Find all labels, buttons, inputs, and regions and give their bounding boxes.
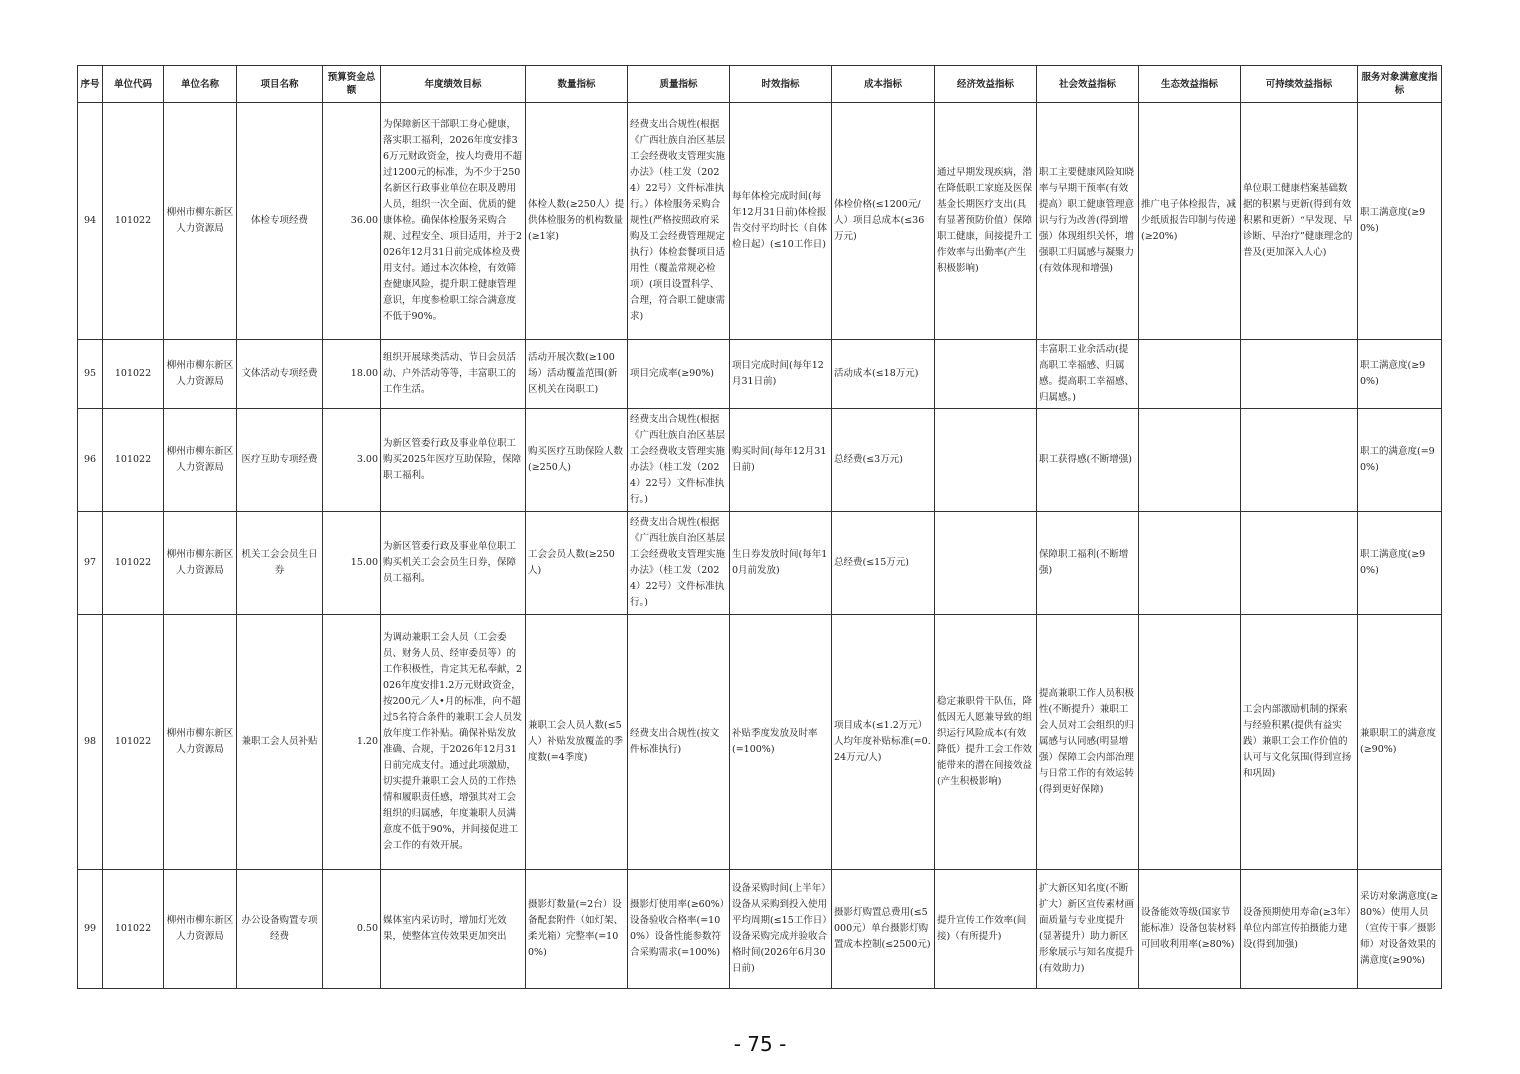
cell-sustainable [1241, 512, 1358, 615]
cell-annual-goal: 组织开展球类活动、节日会员活动、户外活动等等，丰富职工的工作生活。 [381, 340, 526, 409]
cell-social: 职工获得感(不断增强) [1037, 409, 1139, 512]
header-annual-goal: 年度绩效目标 [381, 66, 526, 103]
cell-cost: 项目成本(≤1.2万元）人均年度补贴标准(=0.24万元/人) [832, 615, 935, 870]
cell-unit-name: 柳州市柳东新区人力资源局 [164, 103, 237, 340]
cell-annual-goal: 媒体室内采访时，增加灯光效果，使整体宣传效果更加突出 [381, 870, 526, 989]
cell-quantity: 购买医疗互助保险人数(≥250人) [526, 409, 628, 512]
table-row [78, 103, 1442, 340]
cell-cost: 摄影灯购置总费用(≤5000元）单台摄影灯购置成本控制(≤2500元) [832, 870, 935, 989]
header-project-name: 项目名称 [237, 66, 323, 103]
cell-annual-goal: 为新区管委行政及事业单位职工购买2025年医疗互助保险，保障职工福利。 [381, 409, 526, 512]
cell-unit-name: 柳州市柳东新区人力资源局 [164, 870, 237, 989]
cell-seq: 97 [78, 512, 103, 615]
cell-timeliness: 补贴季度发放及时率(=100%) [730, 615, 832, 870]
cell-ecological: 推广电子体检报告，减少纸质报告印制与传递(≥20%) [1139, 103, 1241, 340]
cell-economic: 通过早期发现疾病，潜在降低职工家庭及医保基金长期医疗支出(具有显著预防价值）保障职工健康，间接提升工作效率与出勤率(产生积极影响) [935, 103, 1037, 340]
cell-sustainable: 设备预期使用寿命(≥3年）单位内部宣传拍摄能力建设(得到加强) [1241, 870, 1358, 989]
cell-budget: 3.00 [323, 409, 381, 512]
cell-annual-goal: 为新区管委行政及事业单位职工购买机关工会会员生日券，保障员工福利。 [381, 512, 526, 615]
cell-economic: 提升宣传工作效率(间接)（有所提升) [935, 870, 1037, 989]
cell-project-name: 文体活动专项经费 [237, 340, 323, 409]
header-seq: 序号 [78, 66, 103, 103]
cell-project-name: 兼职工会人员补贴 [237, 615, 323, 870]
header-unit-code: 单位代码 [103, 66, 164, 103]
cell-unit-name: 柳州市柳东新区人力资源局 [164, 615, 237, 870]
cell-social: 保障职工福利(不断增强) [1037, 512, 1139, 615]
table-row [78, 615, 1442, 870]
cell-unit-name: 柳州市柳东新区人力资源局 [164, 409, 237, 512]
cell-quality: 经费支出合规性(根据《广西壮族自治区基层工会经费收支管理实施办法》（桂工发（2024）22号）文件标准执行。) [628, 512, 730, 615]
cell-timeliness: 项目完成时间(每年12月31日前) [730, 340, 832, 409]
header-cost: 成本指标 [832, 66, 935, 103]
cell-sustainable [1241, 340, 1358, 409]
table-row [78, 409, 1442, 512]
cell-cost: 总经费(≤3万元) [832, 409, 935, 512]
cell-timeliness: 生日券发放时间(每年10月前发放) [730, 512, 832, 615]
cell-social: 丰富职工业余活动(提高职工幸福感、归属感。提高职工幸福感、归属感。) [1037, 340, 1139, 409]
cell-quality: 经费支出合规性(根据《广西壮族自治区基层工会经费收支管理实施办法》（桂工发（2024）22号）文件标准执行。) [628, 409, 730, 512]
cell-quality: 项目完成率(≥90%) [628, 340, 730, 409]
cell-satisfaction: 职工的满意度(=90%) [1358, 409, 1442, 512]
cell-timeliness: 购买时间(每年12月31日前) [730, 409, 832, 512]
cell-unit-name: 柳州市柳东新区人力资源局 [164, 340, 237, 409]
cell-budget: 18.00 [323, 340, 381, 409]
header-ecological: 生态效益指标 [1139, 66, 1241, 103]
cell-ecological [1139, 615, 1241, 870]
cell-project-name: 办公设备购置专项经费 [237, 870, 323, 989]
cell-seq: 98 [78, 615, 103, 870]
cell-satisfaction: 采访对象满意度(≥80%）使用人员（宣传干事／摄影师）对设备效果的满意度(≥90%) [1358, 870, 1442, 989]
cell-project-name: 机关工会会员生日券 [237, 512, 323, 615]
performance-table [77, 65, 1442, 989]
cell-social: 职工主要健康风险知晓率与早期干预率(有效提高）职工健康管理意识与行为改善(得到增强）体现组织关怀，增强职工归属感与凝聚力(有效体现和增强) [1037, 103, 1139, 340]
cell-unit-code: 101022 [103, 103, 164, 340]
cell-seq: 95 [78, 340, 103, 409]
cell-ecological [1139, 409, 1241, 512]
cell-quantity: 兼职工会人员人数(≤5人）补贴发放覆盖的季度数(=4季度) [526, 615, 628, 870]
cell-budget: 36.00 [323, 103, 381, 340]
cell-timeliness: 设备采购时间(上半年）设备从采购到投入使用平均周期(≤15工作日）设备采购完成并验收合格时间(2026年6月30日前) [730, 870, 832, 989]
cell-budget: 0.50 [323, 870, 381, 989]
cell-sustainable: 单位职工健康档案基础数据的积累与更新(得到有效积累和更新）“早发现、早诊断、早治疗”健康理念的普及(更加深入人心) [1241, 103, 1358, 340]
cell-budget: 1.20 [323, 615, 381, 870]
cell-quantity: 工会会员人数(≥250人) [526, 512, 628, 615]
cell-cost: 总经费(≤15万元) [832, 512, 935, 615]
cell-annual-goal: 为保障新区干部职工身心健康，落实职工福利，2026年度安排36万元财政资金，按人均费用不超过1200元的标准，为不少于250名新区行政事业单位在职及聘用人员，组织一次全面、优质的健康体检。确保体检服务采购合规、过程安全、项目适用，并于2026年12月31日前完成体检及费用支付。通过本次体检，有效筛查健康风险，提升职工健康管理意识，年度参检职工综合满意度不低于90%。 [381, 103, 526, 340]
table-header-row [78, 66, 1442, 103]
header-timeliness: 时效指标 [730, 66, 832, 103]
cell-budget: 15.00 [323, 512, 381, 615]
header-sustainable: 可持续效益指标 [1241, 66, 1358, 103]
cell-unit-code: 101022 [103, 615, 164, 870]
cell-satisfaction: 职工满意度(≥90%) [1358, 512, 1442, 615]
cell-satisfaction: 职工满意度(≥90%) [1358, 103, 1442, 340]
cell-quantity: 摄影灯数量(=2台）设备配套附件（如灯架、柔光箱）完整率(=100%) [526, 870, 628, 989]
cell-quantity: 体检人数(≥250人）提供体检服务的机构数量(≥1家) [526, 103, 628, 340]
cell-timeliness: 每年体检完成时间(每年12月31日前)体检报告交付平均时长（自体检日起）(≤10工作日) [730, 103, 832, 340]
header-quality: 质量指标 [628, 66, 730, 103]
table-row [78, 512, 1442, 615]
cell-ecological: 设备能效等级(国家节能标准）设备包装材料可回收利用率(≥80%) [1139, 870, 1241, 989]
cell-quantity: 活动开展次数(≥100场）活动覆盖范围(新区机关在岗职工) [526, 340, 628, 409]
cell-economic [935, 512, 1037, 615]
table-row [78, 340, 1442, 409]
cell-social: 提高兼职工作人员积极性(不断提升）兼职工会人员对工会组织的归属感与认同感(明显增强）保障工会内部治理与日常工作的有效运转(得到更好保障) [1037, 615, 1139, 870]
cell-seq: 99 [78, 870, 103, 989]
cell-seq: 96 [78, 409, 103, 512]
header-unit-name: 单位名称 [164, 66, 237, 103]
header-quantity: 数量指标 [526, 66, 628, 103]
cell-annual-goal: 为调动兼职工会人员（工会委员、财务人员、经审委员等）的工作积极性，肯定其无私奉献，2026年度安排1.2万元财政资金，按200元／人•月的标准，向不超过5名符合条件的兼职工会人员发放年度工作补贴。确保补贴发放准确、合规，于2026年12月31日前完成支付。通过此项激励，切实提升兼职工会人员的工作热情和履职责任感，增强其对工会组织的归属感，年度兼职人员满意度不低于90%，并间接促进工会工作的有效开展。 [381, 615, 526, 870]
cell-project-name: 医疗互助专项经费 [237, 409, 323, 512]
cell-unit-name: 柳州市柳东新区人力资源局 [164, 512, 237, 615]
cell-project-name: 体检专项经费 [237, 103, 323, 340]
cell-quality: 经费支出合规性(根据《广西壮族自治区基层工会经费收支管理实施办法》（桂工发（2024）22号）文件标准执行。）体检服务采购合规性(严格按照政府采购及工会经费管理规定执行）体检套餐项目适用性（覆盖常规必检项）(项目设置科学、合理，符合职工健康需求) [628, 103, 730, 340]
header-satisfaction: 服务对象满意度指标 [1358, 66, 1442, 103]
cell-unit-code: 101022 [103, 870, 164, 989]
cell-satisfaction: 职工满意度(≥90%) [1358, 340, 1442, 409]
header-economic: 经济效益指标 [935, 66, 1037, 103]
cell-unit-code: 101022 [103, 340, 164, 409]
cell-cost: 活动成本(≤18万元) [832, 340, 935, 409]
cell-social: 扩大新区知名度(不断扩大）新区宣传素材画面质量与专业度提升(显著提升）助力新区形象展示与知名度提升(有效助力) [1037, 870, 1139, 989]
cell-sustainable: 工会内部激励机制的探索与经验积累(提供有益实践）兼职工会工作价值的认可与文化氛围(得到宣扬和巩固) [1241, 615, 1358, 870]
cell-economic [935, 340, 1037, 409]
cell-ecological [1139, 340, 1241, 409]
cell-unit-code: 101022 [103, 512, 164, 615]
cell-economic [935, 409, 1037, 512]
cell-quality: 经费支出合规性(按文件标准执行) [628, 615, 730, 870]
header-social: 社会效益指标 [1037, 66, 1139, 103]
cell-ecological [1139, 512, 1241, 615]
header-budget: 预算资金总额 [323, 66, 381, 103]
cell-satisfaction: 兼职职工的满意度(≥90%) [1358, 615, 1442, 870]
page-number: - 75 - [733, 1032, 787, 1056]
cell-cost: 体检价格(≤1200元/人）项目总成本(≤36万元) [832, 103, 935, 340]
cell-unit-code: 101022 [103, 409, 164, 512]
cell-quality: 摄影灯使用率(≥60%）设备验收合格率(=100%）设备性能参数符合采购需求(=100%) [628, 870, 730, 989]
cell-sustainable [1241, 409, 1358, 512]
cell-seq: 94 [78, 103, 103, 340]
cell-economic: 稳定兼职骨干队伍，降低因无人愿兼导致的组织运行风险成本(有效降低）提升工会工作效能带来的潜在间接效益(产生积极影响) [935, 615, 1037, 870]
table-row [78, 870, 1442, 989]
